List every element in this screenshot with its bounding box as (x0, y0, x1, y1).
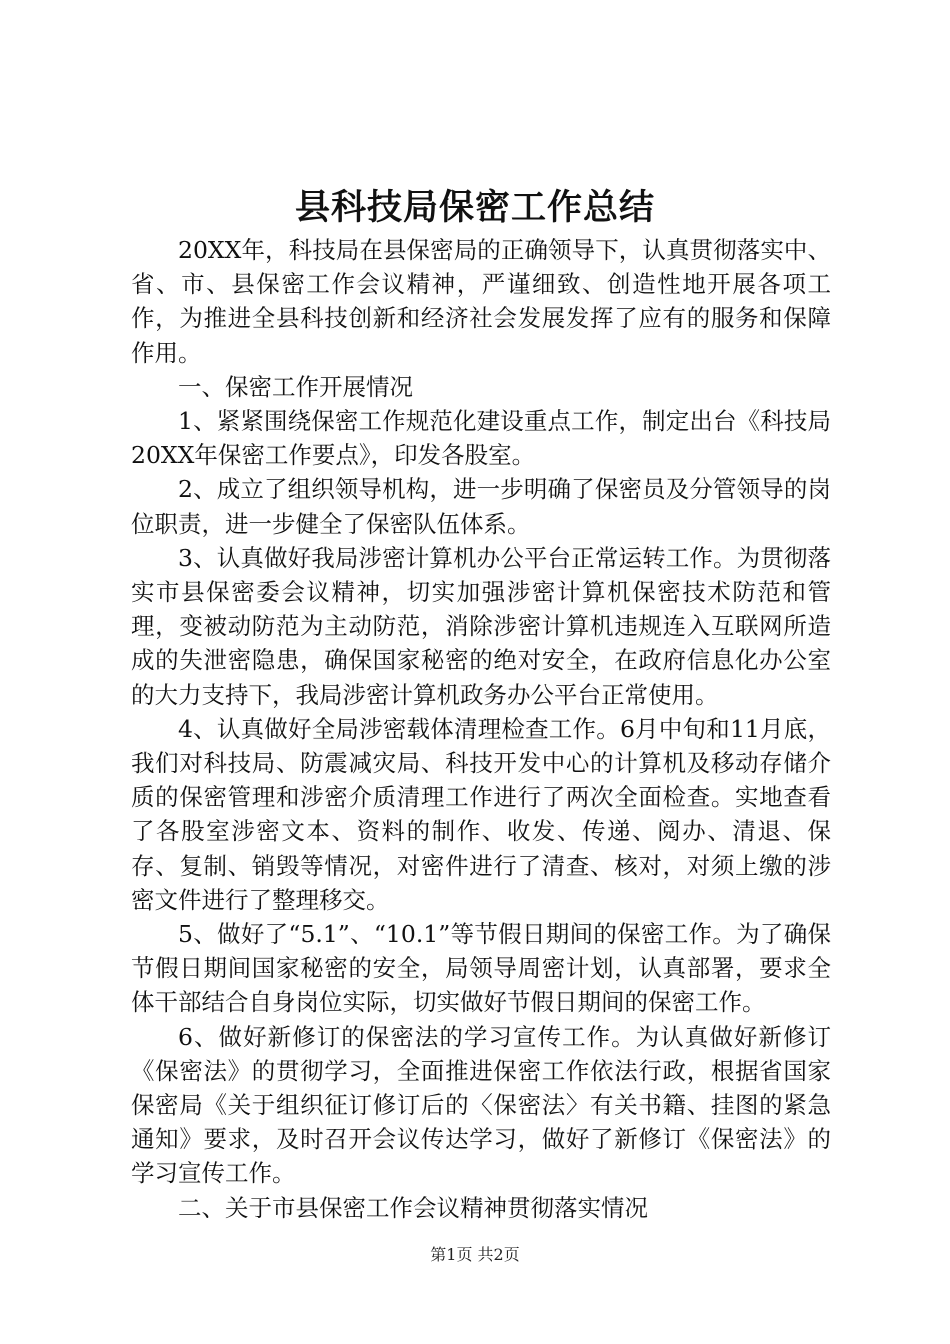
paragraph-item-4: 4、认真做好全局涉密载体清理检查工作。6月中旬和11月底，我们对科技局、防震减灾局、科技开发中心的计算机及移动存储介质的保密管理和涉密介质清理工作进行了两次全面检查。实地查看了各股室涉密文本、资料的制作、收发、传递、阅办、清退、保存、复制、销毁等情况，对密件进行了清查、核对，对须上缴的涉密文件进行了整理移交。 (131, 714, 831, 914)
page-footer: 第1页 共2页 (430, 1245, 520, 1264)
paragraph-item-6: 6、做好新修订的保密法的学习宣传工作。为认真做好新修订《保密法》的贯彻学习，全面推进保密工作依法行政，根据省国家保密局《关于组织征订修订后的〈保密法〉有关书籍、挂图的紧急通知》要求，及时召开会议传达学习，做好了新修订《保密法》的学习宣传工作。 (131, 1022, 831, 1188)
document-title: 县科技局保密工作总结 (294, 187, 655, 228)
paragraph-item-3: 3、认真做好我局涉密计算机办公平台正常运转工作。为贯彻落实市县保密委会议精神，切实加强涉密计算机保密技术防范和管理，变被动防范为主动防范，消除涉密计算机违规连入互联网所造成的失泄密隐患，确保国家秘密的绝对安全，在政府信息化办公室的大力支持下，我局涉密计算机政务办公平台正常使用。 (131, 543, 831, 709)
paragraph-intro: 20XX年，科技局在县保密局的正确领导下，认真贯彻落实中、省、市、县保密工作会议精神，严谨细致、创造性地开展各项工作，为推进全县科技创新和经济社会发展发挥了应有的服务和保障作用。 (131, 236, 831, 367)
paragraph-item-2: 2、成立了组织领导机构，进一步明确了保密员及分管领导的岗位职责，进一步健全了保密队伍体系。 (131, 475, 831, 538)
document-body (131, 233, 831, 1225)
paragraph-item-1: 1、紧紧围绕保密工作规范化建设重点工作，制定出台《科技局20XX年保密工作要点》，印发各股室。 (131, 407, 831, 470)
paragraph-item-5: 5、做好了“5.1”、“10.1”等节假日期间的保密工作。为了确保节假日期间国家秘密的安全，局领导周密计划，认真部署，要求全体干部结合自身岗位实际，切实做好节假日期间的保密工作。 (131, 920, 831, 1017)
section-heading-1: 一、保密工作开展情况 (178, 372, 413, 401)
section-heading-2: 二、关于市县保密工作会议精神贯彻落实情况 (178, 1193, 648, 1222)
